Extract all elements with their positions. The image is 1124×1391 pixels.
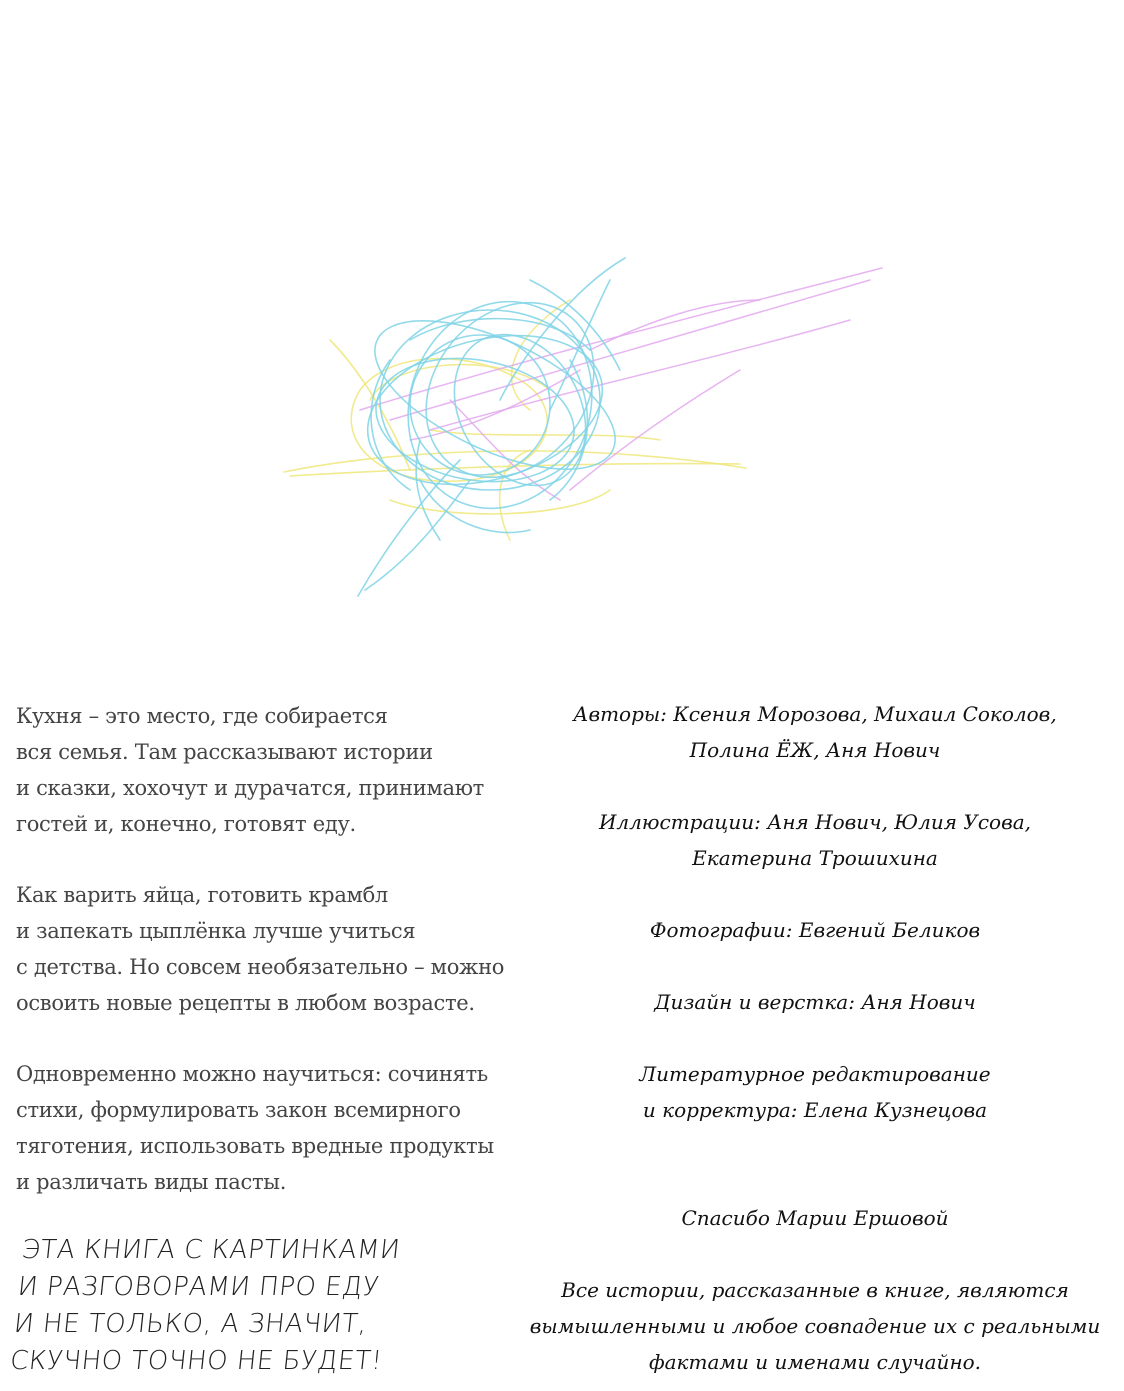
credit-design: Дизайн и верстка: Аня Нович — [654, 990, 976, 1014]
intro-text-column — [16, 698, 516, 1235]
intro-paragraph: Кухня – это место, где собирается вся семья. Там рассказывают истории и сказки, хохочут и дурачатся, принимают гостей и, конечно, готовят еду. — [16, 704, 484, 836]
credit-editing: Литературное редактирование и корректура: Елена Кузнецова — [639, 1062, 991, 1122]
credit-authors: Авторы: Ксения Морозова, Михаил Соколов, Полина ЁЖ, Аня Нович — [573, 702, 1057, 762]
credit-disclaimer: Все истории, рассказанные в книге, являются вымышленными и любое совпадение их с реальными фактами и именами случайно. — [529, 1278, 1101, 1374]
credit-thanks: Спасибо Марии Ершовой — [681, 1206, 949, 1230]
credit-illustrations: Иллюстрации: Аня Нович, Юлия Усова, Екатерина Трошихина — [598, 810, 1031, 870]
intro-paragraph: Как варить яйца, готовить крамбл и запекать цыплёнка лучше учиться с детства. Но совсем необязательно – можно освоить новые рецепты в любом возрасте. — [16, 883, 505, 1015]
scribble-ball-icon — [270, 240, 910, 620]
intro-paragraph: Одновременно можно научиться: сочинять стихи, формулировать закон всемирного тяготения, использовать вредные продукты и различать виды пасты. — [16, 1062, 494, 1194]
credit-photos: Фотографии: Евгений Беликов — [649, 918, 981, 942]
credits-column — [520, 696, 1110, 1380]
book-tagline: ЭТА КНИГА С КАРТИНКАМИ И РАЗГОВОРАМИ ПРО ЕДУ И НЕ ТОЛЬКО, А ЗНАЧИТ, СКУЧНО ТОЧНО НЕ БУДЕТ! — [8, 1235, 402, 1376]
